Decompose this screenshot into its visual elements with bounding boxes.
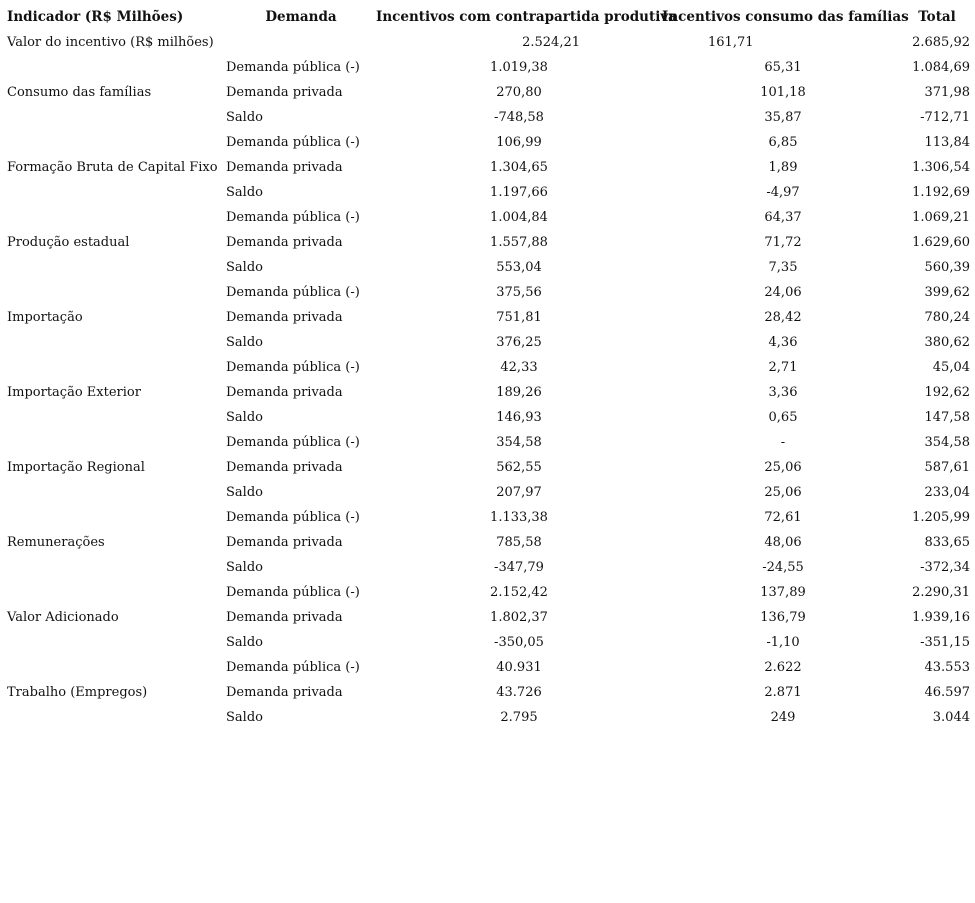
producao-value: 43.726 [496,685,542,700]
demanda-cell: Demanda privada [226,160,343,175]
table-row [7,355,970,380]
familias-value: 3,36 [768,385,798,400]
total-value: -351,15 [920,635,970,650]
group-label-cell [7,655,226,680]
total-value: 1.084,69 [912,60,970,75]
group-label-cell: Trabalho (Empregos) [7,685,148,700]
table-row [7,255,970,280]
producao-value: 354,58 [496,435,542,450]
producao-value: 751,81 [496,310,542,325]
group-label-cell [7,505,226,530]
total-value: 2.290,31 [912,585,970,600]
total-value: 147,58 [924,410,970,425]
group-label-cell [7,705,226,730]
group-label-cell [7,480,226,505]
demanda-cell: Demanda pública (-) [226,510,360,525]
demanda-cell: Saldo [226,560,263,575]
producao-value: 146,93 [496,410,542,425]
familias-value: 249 [770,710,796,725]
producao-value: 42,33 [500,360,538,375]
header-incentivos-producao: Incentivos com contrapartida produtiva [376,9,677,25]
producao-value: 1.004,84 [490,210,548,225]
group-label-cell [7,105,226,130]
total-value: 233,04 [924,485,970,500]
group-label-cell [7,555,226,580]
demanda-cell: Saldo [226,635,263,650]
header-demanda: Demanda [265,9,337,25]
group-label-cell [7,280,226,305]
familias-value: -4,97 [766,185,800,200]
table-row [7,580,970,605]
table-row [7,655,970,680]
producao-value: 270,80 [496,85,542,100]
demanda-cell: Demanda privada [226,610,343,625]
demanda-cell: Demanda pública (-) [226,360,360,375]
table-row [7,555,970,580]
group-label-cell [7,55,226,80]
familias-value: 1,89 [768,160,798,175]
table-row [7,480,970,505]
table-body [7,30,970,730]
group-label-cell [7,130,226,155]
total-value: 1.192,69 [912,185,970,200]
group-label-cell [7,630,226,655]
group-label-cell [7,255,226,280]
producao-value: 40.931 [496,660,542,675]
table-row [7,55,970,80]
demanda-cell: Saldo [226,485,263,500]
familias-value: -24,55 [762,560,804,575]
producao-value: 562,55 [496,460,542,475]
producao-value: 375,56 [496,285,542,300]
table-row [7,705,970,730]
demanda-cell: Saldo [226,185,263,200]
total-value: 45,04 [932,360,970,375]
demanda-cell: Saldo [226,335,263,350]
producao-value: 376,25 [496,335,542,350]
demanda-cell: Saldo [226,710,263,725]
demanda-cell: Demanda pública (-) [226,585,360,600]
header-indicador: Indicador (R$ Milhões) [7,9,184,25]
familias-value: 137,89 [760,585,806,600]
demanda-cell: Saldo [226,260,263,275]
group-label-cell: Formação Bruta de Capital Fixo [7,160,218,175]
demanda-cell: Saldo [226,110,263,125]
incentive-familias: 161,71 [708,35,754,50]
total-value: 3.044 [932,710,970,725]
total-value: 1.205,99 [912,510,970,525]
group-label-cell [7,580,226,605]
familias-value: 65,31 [764,60,802,75]
total-value: 1.069,21 [912,210,970,225]
familias-value: 6,85 [768,135,798,150]
demanda-cell: Demanda pública (-) [226,135,360,150]
total-value: 113,84 [924,135,970,150]
total-value: 1.939,16 [912,610,970,625]
group-label-cell [7,405,226,430]
group-label-cell [7,180,226,205]
table-row [7,180,970,205]
producao-value: 106,99 [496,135,542,150]
total-value: 780,24 [924,310,970,325]
group-label-cell [7,430,226,455]
familias-value: 72,61 [764,510,802,525]
table-row [7,430,970,455]
table-row [7,105,970,130]
producao-value: 785,58 [496,535,542,550]
producao-value: -350,05 [494,635,544,650]
header-incentivos-familias: Incentivos consumo das famílias [662,9,909,25]
producao-value: 1.019,38 [490,60,548,75]
table-row [7,605,970,630]
familias-value: - [780,435,786,450]
producao-value: 1.133,38 [490,510,548,525]
demanda-cell: Demanda privada [226,460,343,475]
familias-value: 25,06 [764,485,802,500]
producao-value: 207,97 [496,485,542,500]
total-value: 1.629,60 [912,235,970,250]
group-label-cell [7,330,226,355]
producao-value: 1.304,65 [490,160,548,175]
total-value: 587,61 [924,460,970,475]
total-value: 560,39 [924,260,970,275]
table-row [7,80,970,105]
producao-value: 1.557,88 [490,235,548,250]
table-header-row [7,5,970,30]
familias-value: 101,18 [760,85,806,100]
table-row [7,155,970,180]
producao-value: 189,26 [496,385,542,400]
demanda-cell: Demanda pública (-) [226,210,360,225]
producao-value: -748,58 [494,110,544,125]
producao-value: 1.197,66 [490,185,548,200]
incentives-table [7,5,970,730]
table-row [7,405,970,430]
demanda-cell: Demanda privada [226,385,343,400]
total-value: -372,34 [920,560,970,575]
group-label-cell: Valor Adicionado [7,610,119,625]
group-label-cell [7,205,226,230]
total-value: 46.597 [924,685,970,700]
familias-value: -1,10 [766,635,800,650]
demanda-cell: Demanda pública (-) [226,60,360,75]
familias-value: 2.622 [764,660,802,675]
group-label-cell: Importação [7,310,83,325]
table-row [7,280,970,305]
demanda-cell: Demanda pública (-) [226,285,360,300]
total-value: 380,62 [924,335,970,350]
familias-value: 71,72 [764,235,802,250]
header-total: Total [918,9,956,25]
producao-value: 2.152,42 [490,585,548,600]
demanda-cell: Demanda pública (-) [226,660,360,675]
table-row [7,205,970,230]
familias-value: 24,06 [764,285,802,300]
table-row [7,230,970,255]
table-row [7,680,970,705]
demanda-cell: Saldo [226,410,263,425]
familias-value: 4,36 [768,335,798,350]
table-row [7,305,970,330]
incentive-label: Valor do incentivo (R$ milhões) [7,35,214,50]
total-value: 399,62 [924,285,970,300]
table-row [7,380,970,405]
familias-value: 2.871 [764,685,802,700]
total-value: -712,71 [920,110,970,125]
demanda-cell: Demanda privada [226,685,343,700]
familias-value: 48,06 [764,535,802,550]
table-row [7,530,970,555]
familias-value: 7,35 [768,260,798,275]
incentive-total: 2.685,92 [912,35,970,50]
group-label-cell: Importação Exterior [7,385,141,400]
familias-value: 35,87 [764,110,802,125]
incentive-producao: 2.524,21 [522,35,580,50]
total-value: 833,65 [924,535,970,550]
producao-value: 1.802,37 [490,610,548,625]
demanda-cell: Demanda privada [226,310,343,325]
demanda-cell: Demanda pública (-) [226,435,360,450]
table-row [7,130,970,155]
demanda-cell: Demanda privada [226,535,343,550]
familias-value: 28,42 [764,310,802,325]
table-row [7,455,970,480]
demanda-cell: Demanda privada [226,85,343,100]
table-row [7,630,970,655]
table-row [7,505,970,530]
demanda-cell: Demanda privada [226,235,343,250]
familias-value: 136,79 [760,610,806,625]
familias-value: 2,71 [768,360,798,375]
familias-value: 64,37 [764,210,802,225]
producao-value: 553,04 [496,260,542,275]
table-row [7,330,970,355]
total-value: 192,62 [924,385,970,400]
total-value: 43.553 [924,660,970,675]
group-label-cell [7,355,226,380]
total-value: 354,58 [924,435,970,450]
group-label-cell: Produção estadual [7,235,130,250]
group-label-cell: Importação Regional [7,460,145,475]
familias-value: 0,65 [768,410,798,425]
familias-value: 25,06 [764,460,802,475]
group-label-cell: Remunerações [7,535,105,550]
total-value: 371,98 [924,85,970,100]
producao-value: 2.795 [500,710,538,725]
group-label-cell: Consumo das famílias [7,85,152,100]
total-value: 1.306,54 [912,160,970,175]
producao-value: -347,79 [494,560,544,575]
incentive-row [7,30,970,55]
